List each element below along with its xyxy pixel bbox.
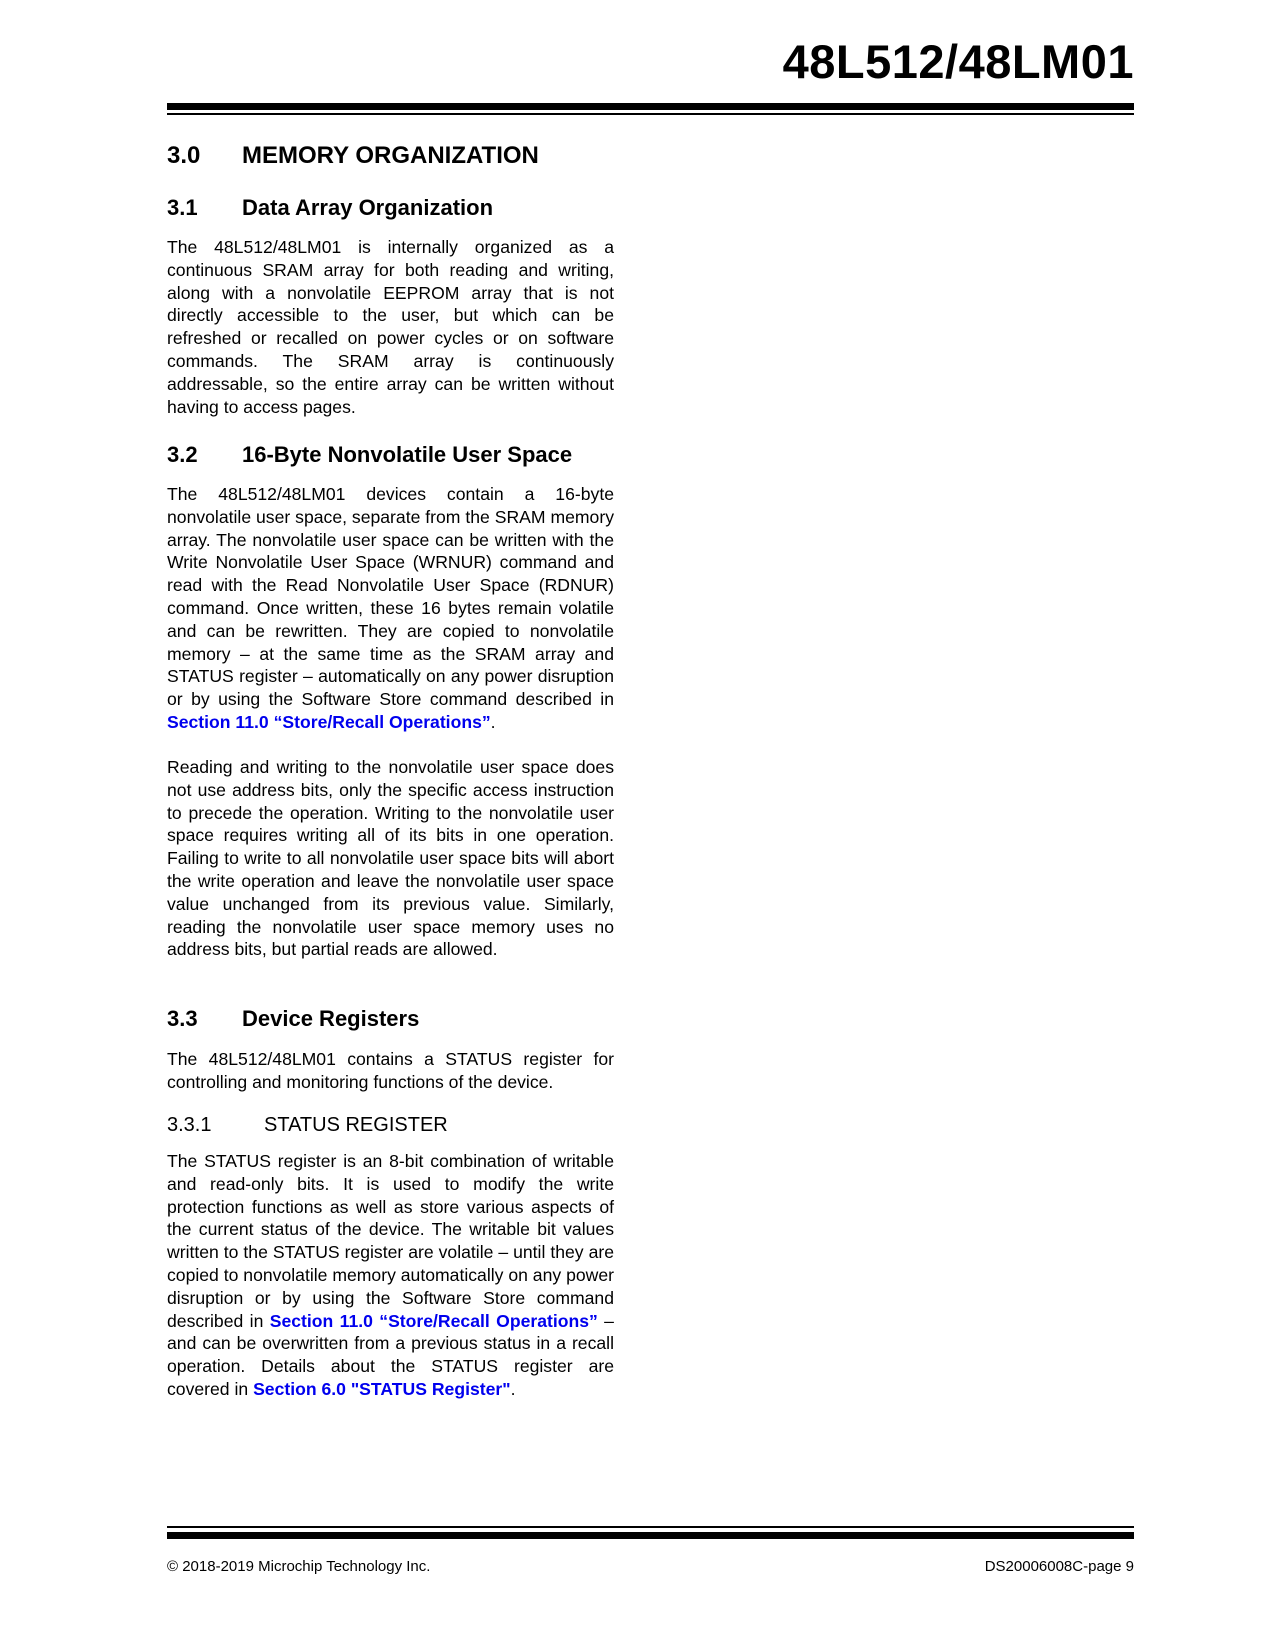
paragraph-3-3: The 48L512/48LM01 contains a STATUS register for controlling and monitoring functions of the device. [167, 1049, 614, 1092]
section-heading-3-2 [167, 444, 572, 466]
paragraph-3-1: The 48L512/48LM01 is internally organized as a continuous SRAM array for both reading and writing, along with a nonvolatile EEPROM array that is not directly accessible to the user, but which can be refreshed or recalled on power cycles or on software commands. The SRAM array is continuously addressable, so the entire array can be written without having to access pages. [167, 237, 614, 417]
header-rule-thin [167, 113, 1134, 115]
paragraph-text: . [510, 1378, 516, 1399]
section-title: 16-Byte Nonvolatile User Space [242, 442, 573, 467]
section-11-link[interactable]: Section 11.0 “Store/Recall Operations” [269, 1310, 598, 1331]
paragraph-text: . [490, 711, 496, 732]
paragraph-3-2-a [167, 483, 614, 734]
section-11-link[interactable]: Section 11.0 “Store/Recall Operations” [167, 711, 491, 732]
section-number: 3.3.1 [167, 1114, 212, 1136]
section-heading-3-1 [167, 197, 493, 219]
paragraph-text: The STATUS register is an 8-bit combination of writable and read-only bits. It is used to modify the write protection functions as well as store various aspects of the current status of the device. The writable bit values written to the STATUS register are volatile – until they are copied to nonvolatile memory automatically on any power disruption or by using the Software Store command described in [167, 1151, 614, 1331]
section-heading-3-0 [167, 144, 539, 168]
section-heading-3-3-1 [167, 1115, 448, 1135]
section-title: Device Registers [242, 1006, 420, 1031]
section-title: STATUS REGISTER [264, 1114, 448, 1136]
section-number: 3.1 [167, 195, 198, 220]
paragraph-text: The 48L512/48LM01 devices contain a 16-byte nonvolatile user space, separate from the SRAM memory array. The nonvolatile user space can be written with the Write Nonvolatile User Space (WRNUR) command and read with the Read Nonvolatile User Space (RDNUR) command. Once written, these 16 bytes remain volatile and can be rewritten. They are copied to nonvolatile memory – at the same time as the SRAM array and STATUS register – automatically on any power disruption or by using the Software Store command described in [167, 484, 614, 710]
section-6-link[interactable]: Section 6.0 "STATUS Register" [253, 1378, 511, 1399]
footer-rule-thin [167, 1526, 1134, 1528]
header-rule-thick [167, 103, 1134, 110]
footer-page-id: DS20006008C-page 9 [984, 1558, 1134, 1575]
paragraph-3-2-b: Reading and writing to the nonvolatile user space does not use address bits, only the specific access instruction to precede the operation. Writing to the nonvolatile user space requires writing all of its bits in one operation. Failing to write to all nonvolatile user space bits will abort the write operation and leave the nonvolatile user space value unchanged from its previous value. Similarly, reading the nonvolatile user space memory uses no address bits, but partial reads are allowed. [167, 757, 614, 960]
footer-copyright: © 2018-2019 Microchip Technology Inc. [167, 1558, 431, 1575]
section-number: 3.3 [167, 1006, 198, 1031]
section-title: MEMORY ORGANIZATION [242, 142, 539, 169]
paragraph-3-3-1 [167, 1150, 614, 1401]
section-number: 3.0 [167, 142, 201, 169]
document-title: 48L512/48LM01 [782, 35, 1134, 88]
footer-rule-thick [167, 1532, 1134, 1539]
paragraph-text: – and can be overwritten from a previous status in a recall operation. Details about the STATUS register are covered in [167, 1310, 614, 1399]
section-title: Data Array Organization [242, 195, 494, 220]
section-number: 3.2 [167, 442, 198, 467]
section-heading-3-3 [167, 1008, 419, 1030]
